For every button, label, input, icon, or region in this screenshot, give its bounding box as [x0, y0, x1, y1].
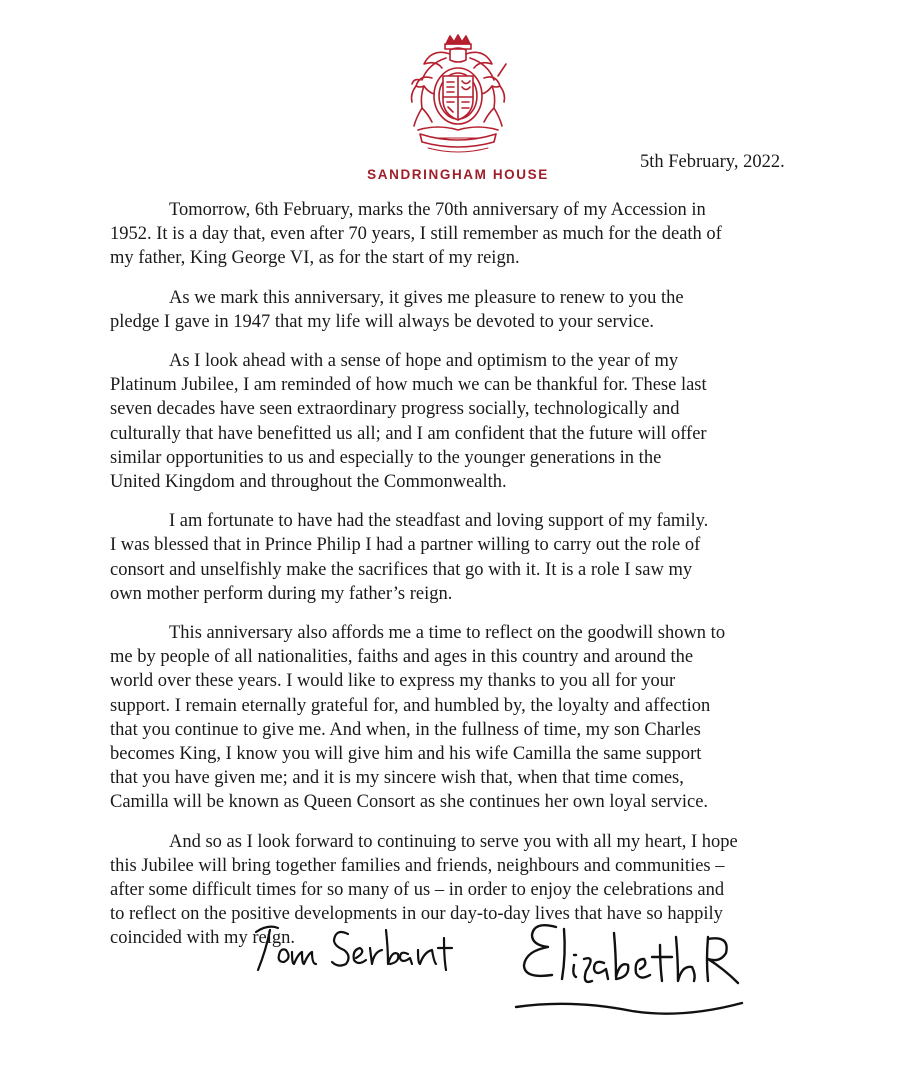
handwritten-closing: [248, 918, 468, 980]
handwritten-signature: [512, 915, 752, 1037]
letter-body: [110, 198, 810, 966]
paragraph-2: As we mark this anniversary, it gives me pleasure to renew to you the pledge I gave in 1947 that my life will always be devoted to your service.: [110, 287, 684, 332]
letter-date: 5th February, 2022.: [640, 152, 785, 172]
paragraph-1: Tomorrow, 6th February, marks the 70th anniversary of my Accession in 1952. It is a day that, even after 70 years, I still remember as much for the death of my father, King George VI, as for the start of my reign.: [110, 200, 722, 269]
paragraph-5: This anniversary also affords me a time to reflect on the goodwill shown to me by people of all nationalities, faiths and ages in this country and around the world over these years. I would like to express my thanks to you all for your support. I remain eternally grateful for, and humbled by, the loyalty and affection that you continue to give me. And when, in the fullness of time, my son Charles becomes King, I know you will give him and his wife Camilla the same support that you have given me; and it is my sincere wish that, when that time comes, Camilla will be known as Queen Consort as she continues her own loyal service.: [110, 623, 726, 813]
paragraph-3: As I look ahead with a sense of hope and optimism to the year of my Platinum Jubilee, I am reminded of how much we can be thankful for. These last seven decades have seen extraordinary progress socially, technologically and culturally that have benefitted us all; and I am confident that the future will offer similar opportunities to us and especially to the younger generations in the United Kingdom and throughout the Commonwealth.: [110, 351, 707, 493]
paragraph-6: And so as I look forward to continuing to serve you with all my heart, I hope this Jubilee will bring together families and friends, neighbours and communities – after some difficult times for so many of us – in order to enjoy the celebrations and to reflect on the positive developments in our day-to-day lives that have so happily coincided with my reign.: [110, 831, 738, 949]
royal-coat-of-arms-icon: [398, 34, 518, 156]
paragraph-4: I am fortunate to have had the steadfast and loving support of my family. I was blessed that in Prince Philip I had a partner willing to carry out the role of consort and unselfishly make the sacrifices that go with it. It is a role I saw my own mother perform during my father’s reign.: [110, 511, 709, 604]
letterhead-address: SANDRINGHAM HOUSE: [367, 167, 549, 182]
